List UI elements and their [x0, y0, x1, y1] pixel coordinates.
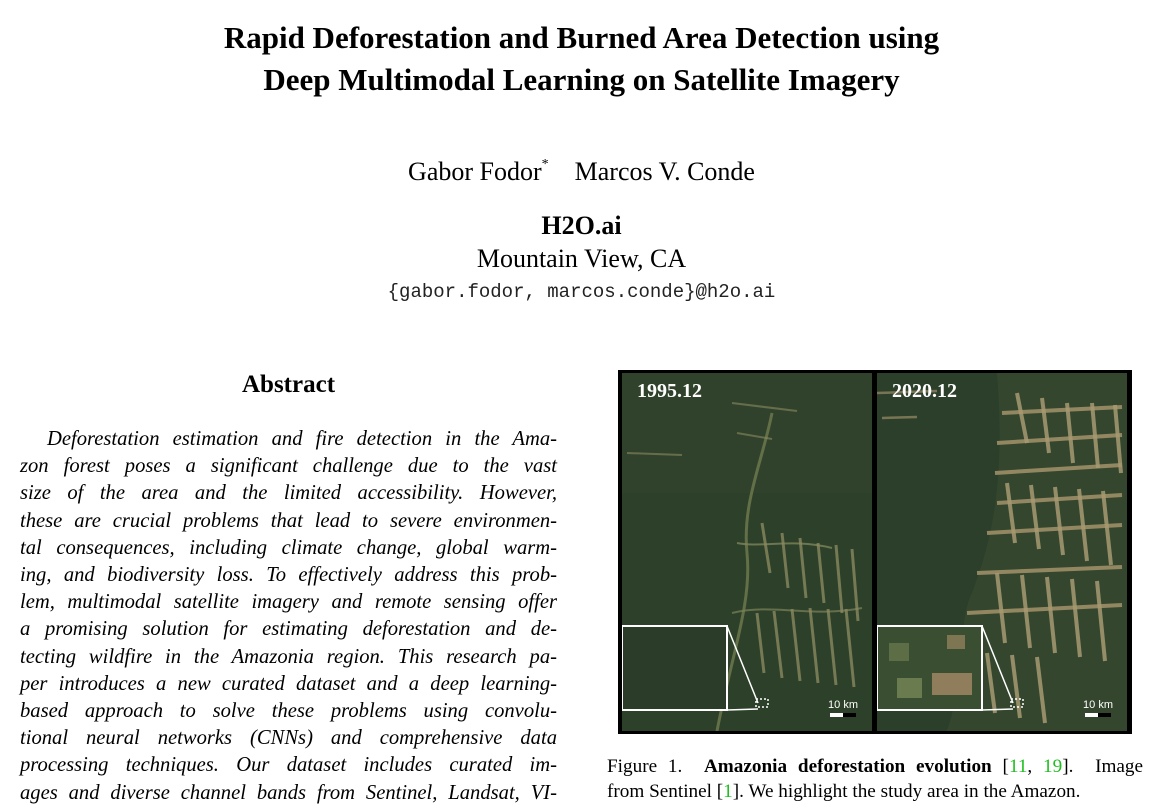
abstract-line: Deforestation estimation and fire detection in the Ama- — [47, 428, 557, 450]
figure-caption — [607, 754, 1143, 804]
citation-link[interactable]: 11 — [1008, 756, 1028, 777]
author-name: Gabor Fodor — [408, 157, 542, 186]
abstract-line: these are crucial problems that lead to severe environmen- — [20, 509, 557, 532]
title-line-2: Deep Multimodal Learning on Satellite Imagery — [263, 62, 900, 97]
abstract-line: based approach to solve these problems using convolu- — [20, 700, 557, 723]
affiliation-org: H2O.ai — [541, 211, 622, 240]
abstract-text — [20, 426, 557, 807]
abstract-line: lem, multimodal satellite imagery and remote sensing offer — [20, 591, 557, 614]
panel-date-label: 2020.12 — [892, 380, 957, 402]
caption-line: from Sentinel [1]. We highlight the study area in the Amazon. — [607, 781, 1081, 802]
figure-satellite-comparison — [618, 370, 1132, 734]
citation-link[interactable]: 1 — [723, 781, 733, 802]
abstract-line: ing, and biodiversity loss. To effectively address this prob- — [20, 564, 557, 587]
satellite-image-2020 — [877, 373, 1127, 731]
abstract-line: ages and diverse channel bands from Sentinel, Landsat, VI- — [20, 781, 557, 804]
citation-link[interactable]: 19 — [1043, 756, 1063, 777]
author-emails: {gabor.fodor, marcos.conde}@h2o.ai — [387, 281, 776, 303]
abstract-line: size of the area and the limited accessibility. However, — [20, 482, 557, 505]
caption-bold-title: Amazonia deforestation evolution — [703, 756, 992, 777]
abstract-line: tecting wildfire in the Amazonia region. This research pa- — [20, 645, 557, 668]
scale-bar — [1083, 699, 1113, 717]
abstract-line: zon forest poses a significant challenge due to the vast — [20, 455, 557, 478]
author-list — [0, 148, 1163, 189]
caption-figure-number: Figure 1. — [607, 756, 683, 777]
author-name: Marcos V. Conde — [574, 157, 755, 186]
abstract-line: processing techniques. Our dataset includes curated im- — [20, 754, 557, 777]
scale-bar — [828, 699, 858, 717]
abstract-heading: Abstract — [241, 371, 336, 398]
paper-title — [0, 17, 1163, 101]
panel-date-label: 1995.12 — [637, 380, 702, 402]
scale-bar-label: 10 km — [1083, 699, 1113, 711]
abstract-line: tal consequences, including climate change, global warm- — [20, 536, 557, 559]
title-line-1: Rapid Deforestation and Burned Area Detection using — [223, 20, 940, 55]
affiliation-block — [0, 209, 1163, 309]
affiliation-location: Mountain View, CA — [476, 244, 687, 273]
abstract-line: per introduces a new curated dataset and a deep learning- — [20, 672, 557, 695]
abstract-line: a promising solution for estimating deforestation and de- — [20, 618, 557, 641]
satellite-image-1995 — [622, 373, 872, 731]
scale-bar-label: 10 km — [828, 699, 858, 711]
caption-line: Figure 1. Amazonia deforestation evolution [11, 19]. Image — [607, 756, 1144, 777]
abstract-line: tional neural networks (CNNs) and comprehensive data — [20, 727, 557, 750]
author-footnote-mark: * — [541, 157, 549, 172]
